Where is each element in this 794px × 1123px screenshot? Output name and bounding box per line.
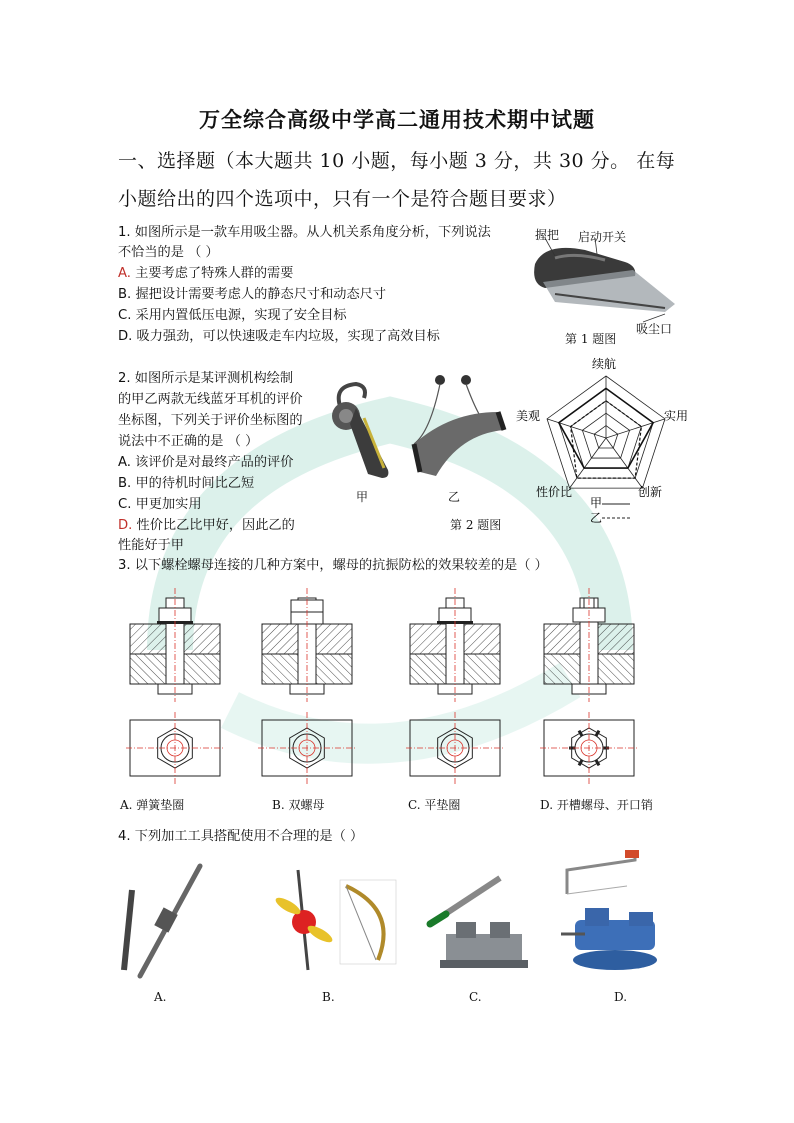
q1-stem-line1: 1. 如图所示是一款车用吸尘器。从人机关系角度分析，下列说法 xyxy=(118,225,491,240)
q2-stem-line3: 坐标图，下列关于评价坐标图的 xyxy=(118,413,303,428)
q2-stem-line2: 的甲乙两款无线蓝牙耳机的评价 xyxy=(118,392,303,407)
q3-stem: 3. 以下螺栓螺母连接的几种方案中，螺母的抗振防松的效果较差的是（ ） xyxy=(118,558,548,573)
q4-option-c: C. xyxy=(469,990,482,1004)
radar-axis-label-2: 创新 xyxy=(638,485,663,499)
bolt-diagram-3 xyxy=(540,588,638,784)
q1-option-c: C. 采用内置低压电源，实现了安全目标 xyxy=(118,308,347,323)
q1-option-d: D. 吸力强劲，可以快速吸走车内垃圾，实现了高效目标 xyxy=(118,329,440,344)
q3-option-d: D. 开槽螺母、开口销 xyxy=(540,798,653,812)
page-title: 万全综合高级中学高二通用技术期中试题 xyxy=(199,107,595,132)
section-heading-line2: 小题给出的四个选项中，只有一个是符合题目要求） xyxy=(118,188,567,210)
earphone-jia-figure xyxy=(328,378,398,488)
bolt-diagram-0 xyxy=(126,588,224,784)
legend-yi-label: 乙 xyxy=(590,511,603,525)
q2-option-d-cont: 性能好于甲 xyxy=(118,538,184,553)
q1-label-grip: 握把 xyxy=(535,228,560,242)
radar-axis-label-3: 性价比 xyxy=(536,485,573,499)
q3-option-b: B. 双螺母 xyxy=(272,798,325,812)
q1-label-inlet: 吸尘口 xyxy=(636,322,673,336)
radar-spoke-3 xyxy=(570,438,606,488)
q4-option-d: D. xyxy=(614,990,628,1004)
q2-option-a: A. 该评价是对最终产品的评价 xyxy=(118,455,294,470)
q2-option-b: B. 甲的待机时间比乙短 xyxy=(118,476,255,491)
tool-a-tap-wrench xyxy=(118,860,213,980)
bolt-diagram-2 xyxy=(406,588,504,784)
radar-chart xyxy=(512,352,702,528)
bolt-diagram-1 xyxy=(258,588,356,784)
q2-caption: 第 2 题图 xyxy=(450,518,502,532)
bolt-diagrams xyxy=(120,580,650,790)
q4-stem: 4. 下列加工工具搭配使用不合理的是（ ） xyxy=(118,829,364,844)
q2-option-c: C. 甲更加实用 xyxy=(118,497,202,512)
q1-stem-line2: 不恰当的是 （ ） xyxy=(118,245,219,260)
q2-stem-line1: 2. 如图所示是某评测机构绘制 xyxy=(118,371,294,386)
q2-label-yi: 乙 xyxy=(448,490,461,504)
q4-option-b: B. xyxy=(322,990,335,1004)
radar-axis-label-1: 实用 xyxy=(664,409,689,423)
tool-c-file-and-vise xyxy=(420,864,530,980)
q2-option-d: D. 性价比乙比甲好，因此乙的 xyxy=(118,518,295,533)
q3-option-c: C. 平垫圈 xyxy=(408,798,461,812)
q4-option-a: A. xyxy=(154,990,167,1004)
q2-stem-line4: 说法中不正确的是 （ ） xyxy=(118,434,259,449)
q1-option-b: B. 握把设计需要考虑人的静态尺寸和动态尺寸 xyxy=(118,287,387,302)
q1-label-switch: 启动开关 xyxy=(578,230,627,244)
section-heading-line1: 一、选择题（本大题共 10 小题，每小题 3 分，共 30 分。 在每 xyxy=(118,150,676,172)
q2-label-jia: 甲 xyxy=(356,490,369,504)
legend-jia-label: 甲 xyxy=(590,496,603,510)
radar-axis-label-0: 续航 xyxy=(591,357,617,371)
tool-b-hand-drill-and-saw xyxy=(258,860,408,980)
q3-option-a: A. 弹簧垫圈 xyxy=(120,798,185,812)
radar-axis-label-4: 美观 xyxy=(516,409,541,423)
q1-caption: 第 1 题图 xyxy=(565,332,617,346)
tool-d-hacksaw-and-bench-vise xyxy=(555,850,685,980)
q1-option-a: A. 主要考虑了特殊人群的需要 xyxy=(118,266,294,281)
earphone-yi-figure xyxy=(400,372,512,488)
radar-spoke-4 xyxy=(547,419,606,438)
